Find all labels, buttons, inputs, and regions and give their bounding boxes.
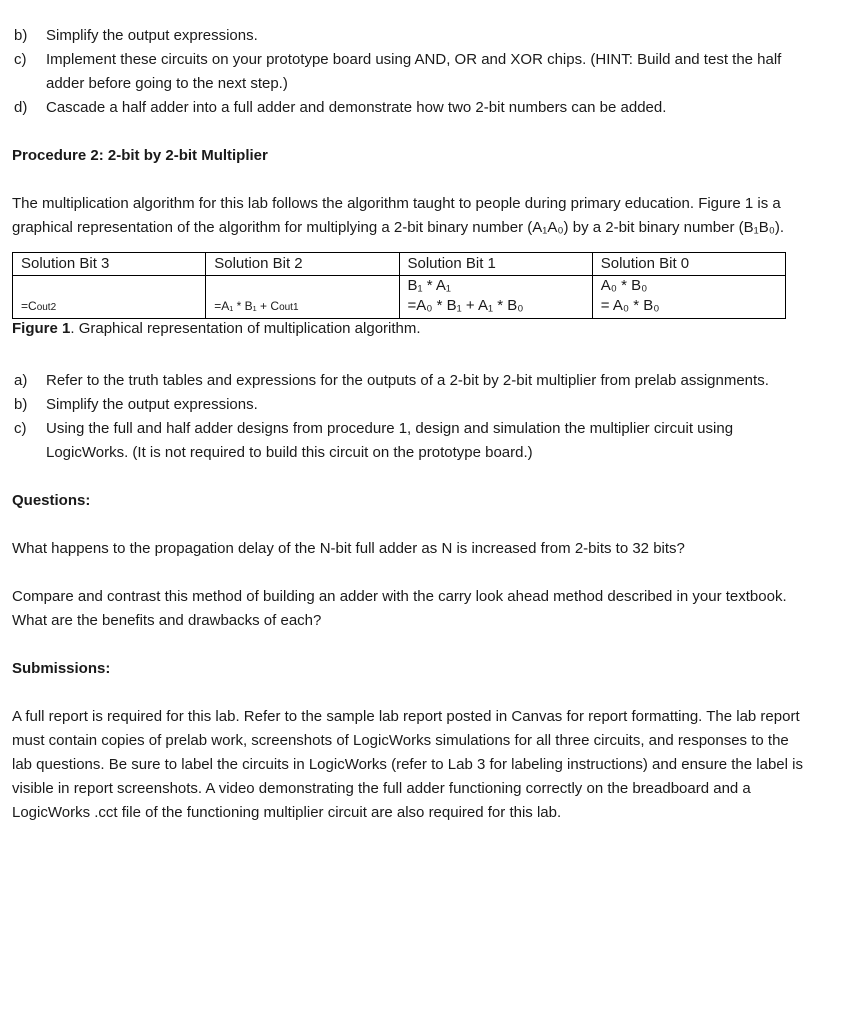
cell-bottom: =A₁ * B₁ + Cout1 xyxy=(214,299,299,313)
list-item xyxy=(12,393,812,417)
question-2: Compare and contrast this method of building an adder with the carry look ahead method described in your textbook. What are the benefits and drawbacks of each? xyxy=(12,588,787,629)
figure-header-row xyxy=(13,253,786,276)
figure-cell xyxy=(206,276,399,319)
list-marker: a) xyxy=(14,372,28,389)
document-page xyxy=(12,24,812,825)
list-item xyxy=(12,48,812,96)
submissions-heading: Submissions: xyxy=(12,660,111,677)
submissions-text: A full report is required for this lab. Refer to the sample lab report posted in Canvas for report formatting. The lab report must contain copies of prelab work, screenshots of LogicWorks simulations for all three circuits, and responses to the lab questions. Be sure to label the circuits in LogicWorks (refer to Lab 3 for labeling instructions) and ensure the label is visible in report screenshots. A video demonstrating the full adder functioning correctly on the breadboard and a LogicWorks .cct file of the functioning multiplier circuit are also required for this lab. xyxy=(12,708,803,821)
list-item-text: Simplify the output expressions. xyxy=(46,396,258,413)
procedure2-list xyxy=(12,369,812,465)
list-item-text: Cascade a half adder into a full adder and demonstrate how two 2-bit numbers can be added. xyxy=(46,99,667,116)
cell-bottom: =A₀ * B₁ + A₁ * B₀ xyxy=(407,297,524,314)
figure-cell xyxy=(13,276,206,319)
figure-caption xyxy=(12,319,812,339)
figure1-table xyxy=(12,252,786,319)
list-item-text: Using the full and half adder designs from procedure 1, design and simulation the multiplier circuit using LogicWorks. (It is not required to build this circuit on the prototype board.) xyxy=(46,420,734,461)
question-1: What happens to the propagation delay of the N-bit full adder as N is increased from 2-bits to 32 bits? xyxy=(12,540,685,557)
header-cell: Solution Bit 1 xyxy=(399,253,592,276)
top-list xyxy=(12,24,812,120)
cell-top xyxy=(214,276,398,296)
list-marker: b) xyxy=(14,396,28,413)
list-marker: c) xyxy=(14,51,27,68)
questions-heading: Questions: xyxy=(12,492,91,509)
list-item-text: Implement these circuits on your prototype board using AND, OR and XOR chips. (HINT: Build and test the half adder before going to the next step.) xyxy=(46,51,782,92)
procedure2-heading: Procedure 2: 2-bit by 2-bit Multiplier xyxy=(12,147,268,164)
list-item xyxy=(12,417,812,465)
cell-bottom: =Cout2 xyxy=(21,299,57,313)
list-item-text: Refer to the truth tables and expressions for the outputs of a 2-bit by 2-bit multiplier from prelab assignments. xyxy=(46,372,769,389)
procedure2-intro: The multiplication algorithm for this lab follows the algorithm taught to people during primary education. Figure 1 is a graphical representation of the algorithm for multiplying a 2-bit binary number (A₁A₀) by a 2-bit binary number (B₁B₀). xyxy=(12,195,785,236)
list-marker: c) xyxy=(14,420,27,437)
cell-top xyxy=(21,276,205,296)
list-marker: d) xyxy=(14,99,28,116)
list-item xyxy=(12,96,812,120)
header-cell: Solution Bit 3 xyxy=(13,253,206,276)
list-item xyxy=(12,24,812,48)
list-item xyxy=(12,369,812,393)
header-cell: Solution Bit 0 xyxy=(592,253,785,276)
list-item-text: Simplify the output expressions. xyxy=(46,27,258,44)
figure-body-row xyxy=(13,276,786,319)
cell-top: A₀ * B₀ xyxy=(600,277,648,294)
figure-caption-label: Figure 1 xyxy=(12,320,71,337)
figure-cell xyxy=(592,276,785,319)
cell-bottom: = A₀ * B₀ xyxy=(600,297,660,314)
cell-top: B₁ * A₁ xyxy=(407,277,451,294)
figure-caption-text: . Graphical representation of multiplication algorithm. xyxy=(70,320,421,337)
figure-cell xyxy=(399,276,592,319)
header-cell: Solution Bit 2 xyxy=(206,253,399,276)
list-marker: b) xyxy=(14,27,28,44)
